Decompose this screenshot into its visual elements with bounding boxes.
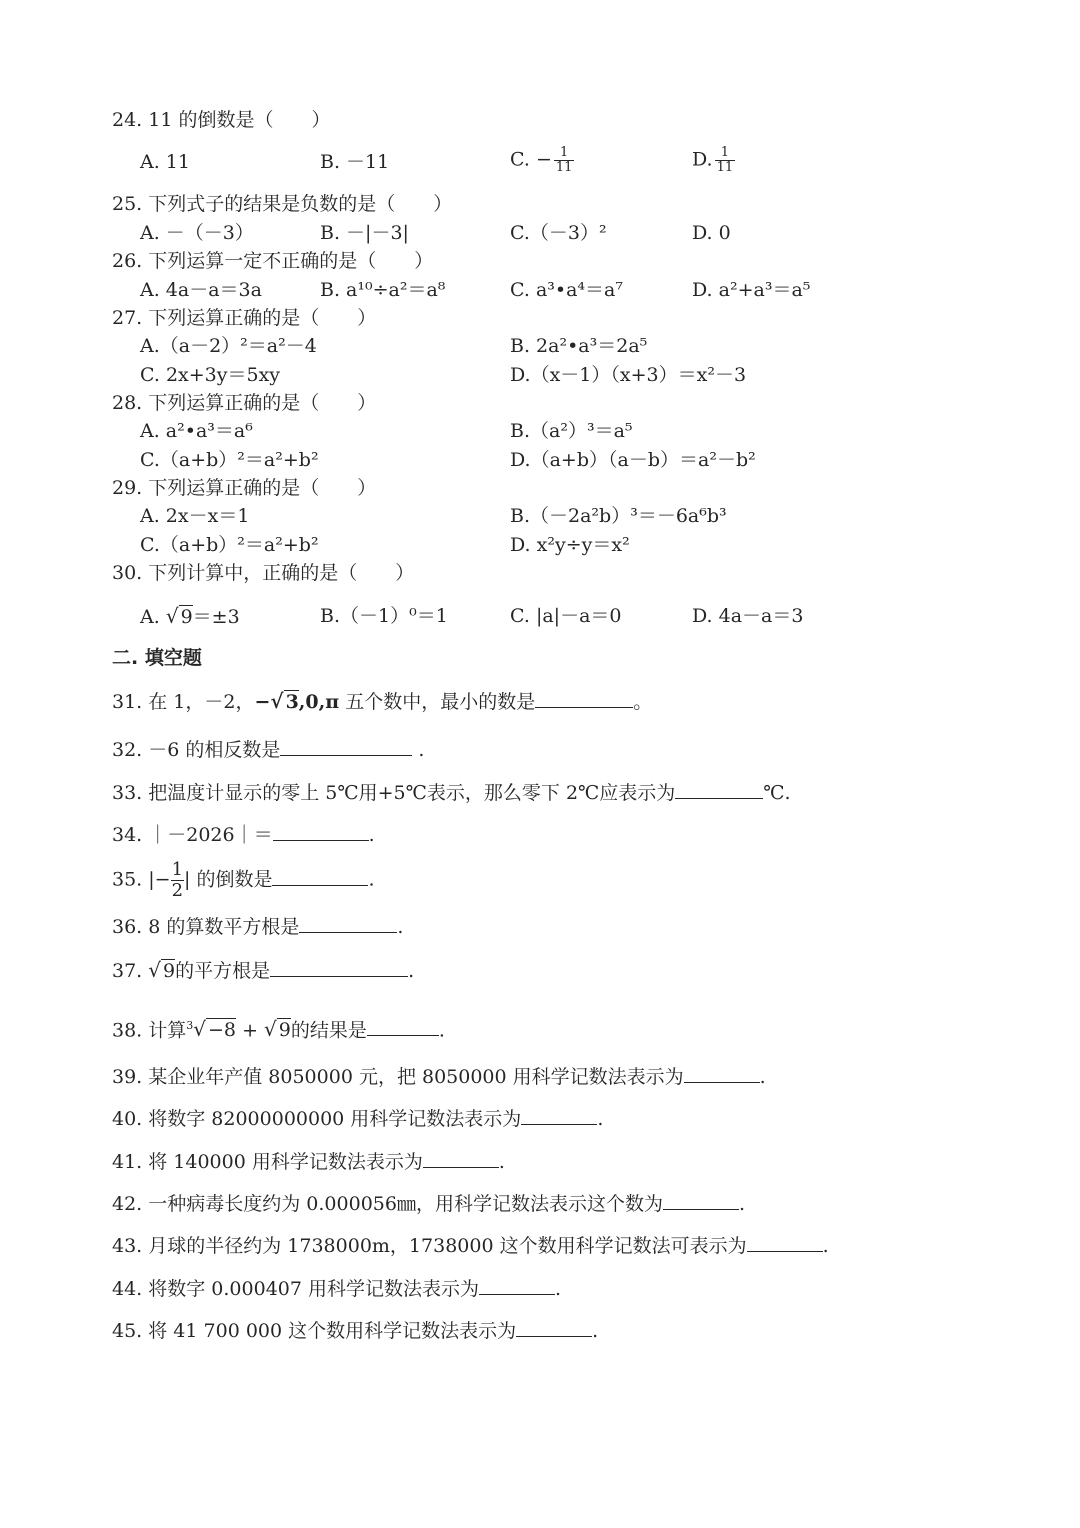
q30-a-radicand: 9 bbox=[180, 606, 193, 628]
q37-answer-blank[interactable] bbox=[270, 958, 408, 977]
q42-answer-blank[interactable] bbox=[663, 1191, 739, 1210]
q30-option-c: C. |a|－a＝0 bbox=[510, 605, 622, 627]
q30-a-prefix: A. bbox=[140, 606, 160, 628]
q27-option-a: A.（a－2）²＝a²－4 bbox=[140, 335, 317, 357]
question-38 bbox=[112, 1014, 445, 1042]
question-31 bbox=[112, 689, 652, 714]
q24-d-numerator: 1 bbox=[715, 146, 736, 161]
q37-prefix: 37. bbox=[112, 960, 143, 982]
q35-fraction bbox=[171, 860, 184, 901]
q26-option-d: D. a²+a³＝a⁵ bbox=[692, 279, 811, 301]
q32-answer-blank[interactable] bbox=[280, 737, 412, 756]
q27-option-d: D.（x－1）（x+3）＝x²－3 bbox=[510, 364, 747, 386]
q31-end: 。 bbox=[633, 691, 653, 713]
q31-radicand: 3 bbox=[285, 691, 299, 713]
question-41 bbox=[112, 1149, 505, 1174]
q37-sqrt bbox=[148, 958, 175, 983]
q25-option-b: B. －|－3| bbox=[320, 222, 409, 244]
question-27-stem: 27. 下列运算正确的是（ ） bbox=[112, 307, 377, 329]
q40-answer-blank[interactable] bbox=[521, 1106, 597, 1125]
q41-end: . bbox=[498, 1151, 505, 1173]
question-35 bbox=[112, 860, 375, 901]
question-40 bbox=[112, 1106, 603, 1131]
q28-option-b: B.（a²）³＝a⁵ bbox=[510, 420, 633, 442]
q24-option-b: B. －11 bbox=[320, 151, 390, 173]
q42-end: . bbox=[738, 1193, 746, 1215]
q31-suffix: 五个数中，最小的数是 bbox=[339, 691, 536, 713]
q24-option-c bbox=[510, 146, 574, 175]
q38-cube-radicand: −8 bbox=[208, 1019, 237, 1042]
q42-text: 42. 一种病毒长度约为 0.000056㎜，用科学记数法表示这个数为 bbox=[112, 1193, 663, 1215]
question-25-stem: 25. 下列式子的结果是负数的是（ ） bbox=[112, 193, 453, 215]
q31-math-pre: − bbox=[254, 691, 271, 713]
question-29-stem: 29. 下列运算正确的是（ ） bbox=[112, 477, 377, 499]
q33-end: ℃. bbox=[763, 782, 791, 804]
q24-option-d bbox=[692, 146, 735, 175]
q29-option-c: C.（a+b）²＝a²+b² bbox=[140, 534, 319, 556]
q31-prefix: 31. 在 1，－2， bbox=[112, 691, 255, 713]
q44-text: 44. 将数字 0.000407 用科学记数法表示为 bbox=[112, 1278, 479, 1300]
q38-answer-blank[interactable] bbox=[367, 1017, 439, 1036]
q44-answer-blank[interactable] bbox=[479, 1276, 555, 1295]
q45-answer-blank[interactable] bbox=[516, 1318, 592, 1337]
q38-plus: + bbox=[236, 1019, 265, 1042]
question-34 bbox=[112, 822, 375, 847]
q36-text: 36. 8 的算数平方根是 bbox=[112, 916, 300, 938]
q38-sqrt-radicand: 9 bbox=[278, 1019, 291, 1042]
q29-option-d: D. x²y÷y＝x² bbox=[510, 534, 630, 556]
question-43 bbox=[112, 1233, 829, 1258]
q24-option-d-fraction bbox=[715, 146, 736, 175]
q32-end: . bbox=[412, 739, 425, 761]
q43-end: . bbox=[822, 1235, 829, 1257]
q26-option-b: B. a¹⁰÷a²＝a⁸ bbox=[320, 279, 446, 301]
sqrt-icon: √ bbox=[165, 604, 179, 628]
q34-answer-blank[interactable] bbox=[273, 822, 369, 841]
q39-text: 39. 某企业年产值 8050000 元，把 8050000 用科学记数法表示为 bbox=[112, 1066, 684, 1088]
q36-answer-blank[interactable] bbox=[299, 914, 397, 933]
section-title: 二. 填空题 bbox=[112, 647, 202, 669]
q25-option-c: C.（－3）² bbox=[510, 222, 607, 244]
q34-text: 34. ｜－2026｜＝ bbox=[112, 824, 273, 846]
q33-text: 33. 把温度计显示的零上 5℃用+5℃表示，那么零下 2℃应表示为 bbox=[112, 782, 676, 804]
q35-numerator: 1 bbox=[171, 859, 184, 880]
question-42 bbox=[112, 1191, 745, 1216]
q26-option-c: C. a³•a⁴＝a⁷ bbox=[510, 279, 623, 301]
q25-option-d: D. 0 bbox=[692, 222, 731, 244]
q31-math bbox=[254, 691, 339, 713]
q35-end: . bbox=[368, 868, 375, 891]
question-32 bbox=[112, 737, 424, 762]
q43-answer-blank[interactable] bbox=[747, 1233, 823, 1252]
q35-mid: | 的倒数是 bbox=[184, 868, 273, 891]
sqrt-icon: √ bbox=[148, 958, 162, 982]
q28-option-c: C.（a+b）²＝a²+b² bbox=[140, 449, 319, 471]
q35-denominator: 2 bbox=[171, 880, 184, 901]
q39-answer-blank[interactable] bbox=[684, 1064, 760, 1083]
q38-text: 的结果是 bbox=[290, 1019, 367, 1042]
q32-text: 32. －6 的相反数是 bbox=[112, 739, 281, 761]
q37-radicand: 9 bbox=[163, 960, 176, 982]
question-37 bbox=[112, 958, 414, 983]
sqrt-icon: √ bbox=[264, 1017, 277, 1042]
q38-cube-index: 3 bbox=[186, 1019, 194, 1032]
q27-option-c: C. 2x+3y＝5xy bbox=[140, 364, 281, 386]
q30-option-b: B.（－1）⁰＝1 bbox=[320, 605, 448, 627]
q31-math-post: ,0,π bbox=[298, 691, 340, 713]
q24-d-denominator: 11 bbox=[716, 160, 734, 175]
question-33 bbox=[112, 780, 791, 805]
q44-end: . bbox=[555, 1278, 562, 1300]
q31-sqrt bbox=[270, 689, 298, 714]
q30-option-d: D. 4a－a＝3 bbox=[692, 605, 804, 627]
q25-option-a: A. －（－3） bbox=[140, 222, 254, 244]
question-30-stem: 30. 下列计算中，正确的是（ ） bbox=[112, 562, 415, 584]
question-28-stem: 28. 下列运算正确的是（ ） bbox=[112, 392, 377, 414]
q38-cube-root bbox=[193, 1017, 236, 1042]
q39-end: . bbox=[759, 1066, 766, 1088]
question-45 bbox=[112, 1318, 598, 1343]
q28-option-d: D.（a+b）（a－b）＝a²－b² bbox=[510, 449, 756, 471]
q24-option-a: A. 11 bbox=[140, 151, 190, 173]
q30-a-suffix: ＝±3 bbox=[192, 606, 240, 628]
q24-option-c-prefix: C. − bbox=[510, 148, 552, 171]
q35-prefix: 35. |− bbox=[112, 868, 171, 891]
q30-a-sqrt bbox=[166, 604, 193, 629]
q29-option-a: A. 2x－x＝1 bbox=[140, 505, 250, 527]
sqrt-icon: √ bbox=[270, 689, 284, 713]
q36-end: . bbox=[397, 916, 404, 938]
q35-answer-blank[interactable] bbox=[272, 867, 368, 886]
q34-end: . bbox=[368, 824, 375, 846]
question-26-stem: 26. 下列运算一定不正确的是（ ） bbox=[112, 250, 434, 272]
q45-text: 45. 将 41 700 000 这个数用科学记数法表示为 bbox=[112, 1320, 517, 1342]
q37-text: 的平方根是 bbox=[175, 960, 271, 982]
q29-option-b: B.（－2a²b）³＝－6a⁶b³ bbox=[510, 505, 727, 527]
q27-option-b: B. 2a²•a³＝2a⁵ bbox=[510, 335, 648, 357]
q41-answer-blank[interactable] bbox=[423, 1149, 499, 1168]
q24-c-numerator: 1 bbox=[554, 146, 575, 161]
q28-option-a: A. a²•a³＝a⁶ bbox=[140, 420, 253, 442]
question-39 bbox=[112, 1064, 766, 1089]
q33-answer-blank[interactable] bbox=[675, 780, 763, 799]
question-24-stem: 24. 11 的倒数是（ ） bbox=[112, 109, 331, 131]
q43-text: 43. 月球的半径约为 1738000m，1738000 这个数用科学记数法可表示为 bbox=[112, 1235, 747, 1257]
q38-end: . bbox=[438, 1019, 445, 1042]
q26-option-a: A. 4a－a＝3a bbox=[140, 279, 262, 301]
q24-option-c-fraction bbox=[554, 146, 575, 175]
q30-option-a bbox=[140, 604, 240, 629]
q40-text: 40. 将数字 82000000000 用科学记数法表示为 bbox=[112, 1108, 522, 1130]
q40-end: . bbox=[597, 1108, 604, 1130]
q45-end: . bbox=[592, 1320, 599, 1342]
q41-text: 41. 将 140000 用科学记数法表示为 bbox=[112, 1151, 423, 1173]
q37-end: . bbox=[408, 960, 415, 982]
q38-sqrt bbox=[264, 1017, 291, 1042]
q31-answer-blank[interactable] bbox=[535, 689, 633, 708]
question-44 bbox=[112, 1276, 561, 1301]
q24-c-denominator: 11 bbox=[555, 160, 573, 175]
cube-root-icon: √ bbox=[193, 1017, 207, 1042]
q38-prefix: 38. 计算 bbox=[112, 1019, 187, 1042]
q24-option-d-prefix: D. bbox=[692, 148, 713, 171]
question-36 bbox=[112, 914, 403, 939]
